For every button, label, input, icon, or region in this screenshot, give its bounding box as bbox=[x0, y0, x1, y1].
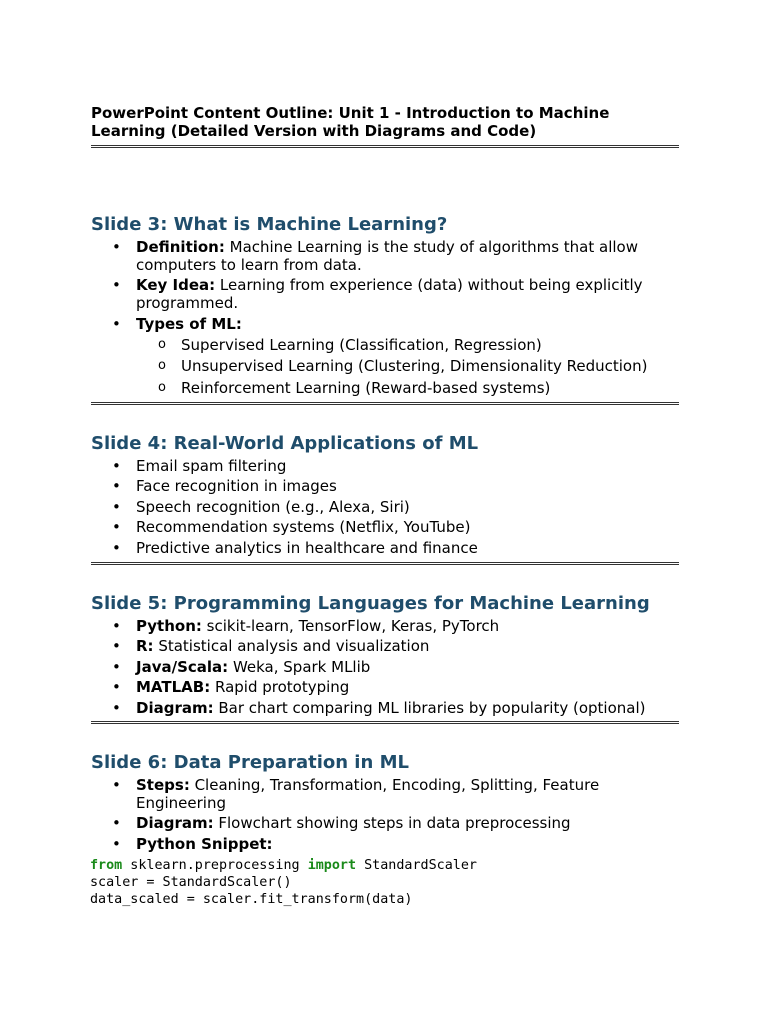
bullet-icon: • bbox=[112, 497, 121, 516]
language-label: MATLAB: bbox=[136, 678, 211, 697]
slide-5-heading: Slide 5: Programming Languages for Machine Learning bbox=[91, 593, 650, 614]
list-item bbox=[91, 699, 679, 717]
document-title-line2: Learning (Detailed Version with Diagrams and Code) bbox=[91, 122, 537, 140]
list-item bbox=[91, 617, 679, 635]
code-line: data_scaled = scaler.fit_transform(data) bbox=[90, 891, 413, 907]
ml-type-text: Reinforcement Learning (Reward-based systems) bbox=[181, 378, 551, 397]
ml-types-list bbox=[136, 336, 679, 397]
application-text: Email spam filtering bbox=[136, 457, 287, 475]
bullet-icon: • bbox=[112, 518, 121, 537]
slide-5-section bbox=[91, 593, 679, 719]
code-keyword: import bbox=[307, 857, 357, 873]
slide-3-bullets bbox=[91, 238, 679, 397]
circle-bullet-icon: o bbox=[158, 358, 166, 374]
slide-5-bullets bbox=[91, 617, 679, 717]
slide-4-divider bbox=[91, 562, 679, 565]
language-text: scikit-learn, TensorFlow, Keras, PyTorch bbox=[201, 617, 500, 635]
python-code-block bbox=[90, 857, 679, 908]
code-line: scaler = StandardScaler() bbox=[90, 874, 292, 890]
language-label: R: bbox=[136, 637, 154, 656]
code-text: StandardScaler bbox=[356, 857, 477, 873]
slide-6-heading: Slide 6: Data Preparation in ML bbox=[91, 752, 409, 773]
slide-5-divider bbox=[91, 721, 679, 724]
list-item bbox=[91, 276, 679, 312]
bullet-icon: • bbox=[112, 776, 121, 794]
circle-bullet-icon: o bbox=[158, 336, 166, 352]
slide-6-bullets bbox=[91, 776, 679, 853]
diagram-text: Flowchart showing steps in data preprocessing bbox=[213, 814, 571, 833]
diagram-label: Diagram: bbox=[136, 698, 214, 717]
application-text: Face recognition in images bbox=[136, 477, 337, 496]
code-keyword: from bbox=[90, 857, 123, 873]
bullet-icon: • bbox=[112, 834, 121, 853]
snippet-label: Python Snippet: bbox=[136, 834, 273, 853]
slide-3-heading: Slide 3: What is Machine Learning? bbox=[91, 214, 448, 235]
slide-4-section bbox=[91, 433, 679, 559]
code-text: sklearn.preprocessing bbox=[122, 857, 308, 873]
definition-text: Machine Learning is the study of algorithms that allow computers to learn from data. bbox=[136, 238, 638, 274]
list-item bbox=[136, 336, 679, 354]
bullet-icon: • bbox=[112, 814, 121, 833]
language-text: Weka, Spark MLlib bbox=[228, 657, 371, 676]
document-title-line1: PowerPoint Content Outline: Unit 1 - Introduction to Machine bbox=[91, 104, 610, 122]
list-item bbox=[91, 835, 679, 853]
bullet-icon: • bbox=[112, 457, 121, 475]
list-item bbox=[91, 498, 679, 516]
slide-6-section bbox=[91, 752, 679, 908]
list-item bbox=[136, 379, 679, 397]
ml-type-text: Unsupervised Learning (Clustering, Dimensionality Reduction) bbox=[181, 357, 648, 376]
bullet-icon: • bbox=[112, 698, 121, 717]
bullet-icon: • bbox=[112, 314, 121, 333]
list-item bbox=[91, 678, 679, 696]
bullet-icon: • bbox=[112, 657, 121, 676]
list-item bbox=[136, 357, 679, 375]
document-title bbox=[91, 104, 679, 140]
list-item bbox=[91, 238, 679, 274]
bullet-icon: • bbox=[112, 276, 121, 295]
ml-type-text: Supervised Learning (Classification, Regression) bbox=[181, 335, 542, 354]
list-item bbox=[91, 539, 679, 557]
key-idea-label: Key Idea: bbox=[136, 276, 216, 295]
slide-3-divider bbox=[91, 402, 679, 405]
slide-3-section bbox=[91, 214, 679, 401]
key-idea-text: Learning from experience (data) without being explicitly programmed. bbox=[136, 276, 643, 313]
list-item bbox=[91, 637, 679, 655]
list-item bbox=[91, 776, 679, 812]
circle-bullet-icon: o bbox=[158, 379, 166, 395]
bullet-icon: • bbox=[112, 617, 121, 635]
bullet-icon: • bbox=[112, 538, 121, 557]
language-label: Python: bbox=[136, 617, 202, 635]
slide-4-heading: Slide 4: Real-World Applications of ML bbox=[91, 433, 479, 454]
language-text: Statistical analysis and visualization bbox=[153, 637, 430, 656]
bullet-icon: • bbox=[112, 238, 121, 256]
bullet-icon: • bbox=[112, 637, 121, 656]
application-text: Speech recognition (e.g., Alexa, Siri) bbox=[136, 497, 410, 516]
list-item bbox=[91, 658, 679, 676]
definition-label: Definition: bbox=[136, 238, 225, 256]
list-item bbox=[91, 518, 679, 536]
document-page bbox=[90, 104, 679, 907]
slide-4-bullets bbox=[91, 457, 679, 557]
diagram-label: Diagram: bbox=[136, 814, 214, 833]
list-item bbox=[91, 315, 679, 397]
steps-text: Cleaning, Transformation, Encoding, Splitting, Feature Engineering bbox=[136, 776, 600, 812]
types-label: Types of ML: bbox=[136, 314, 242, 333]
list-item bbox=[91, 457, 679, 475]
application-text: Predictive analytics in healthcare and finance bbox=[136, 538, 478, 557]
language-text: Rapid prototyping bbox=[210, 678, 350, 697]
title-divider bbox=[91, 145, 679, 148]
language-label: Java/Scala: bbox=[136, 657, 229, 676]
list-item bbox=[91, 477, 679, 495]
steps-label: Steps: bbox=[136, 776, 190, 794]
diagram-text: Bar chart comparing ML libraries by popularity (optional) bbox=[213, 698, 646, 717]
bullet-icon: • bbox=[112, 477, 121, 496]
bullet-icon: • bbox=[112, 678, 121, 697]
application-text: Recommendation systems (Netflix, YouTube) bbox=[136, 518, 471, 537]
list-item bbox=[91, 814, 679, 832]
